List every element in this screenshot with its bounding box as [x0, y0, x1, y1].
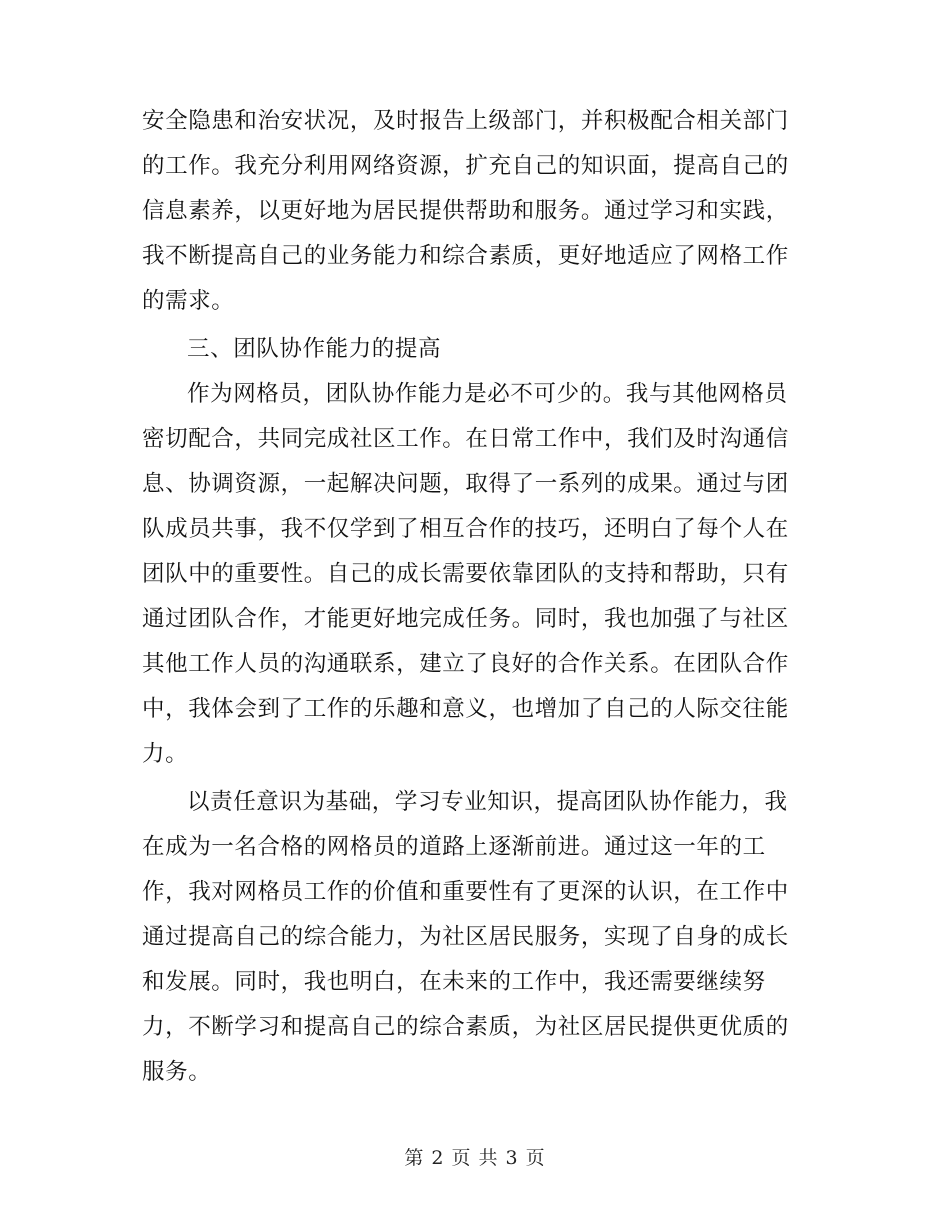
body-text-line: 力，不断学习和提高自己的综合素质，为社区居民提供更优质的: [142, 1014, 789, 1040]
body-text-line: 和发展。同时，我也明白，在未来的工作中，我还需要继续努: [142, 969, 766, 995]
body-text-line: 作，我对网格员工作的价值和重要性有了更深的认识，在工作中: [142, 879, 789, 905]
body-text-line: 团队中的重要性。自己的成长需要依靠团队的支持和帮助，只有: [142, 561, 789, 587]
page-number-footer: 第 2 页 共 3 页: [404, 1147, 546, 1169]
body-text-line: 队成员共事，我不仅学到了相互合作的技巧，还明白了每个人在: [142, 516, 789, 542]
body-text-line: 作为网格员，团队协作能力是必不可少的。我与其他网格员: [187, 381, 788, 407]
body-text-line: 的需求。: [142, 288, 235, 314]
body-text-line: 通过提高自己的综合能力，为社区居民服务，实现了自身的成长: [142, 924, 789, 950]
body-text-line: 服务。: [142, 1059, 212, 1085]
body-text-line: 安全隐患和治安状况，及时报告上级部门，并积极配合相关部门: [142, 108, 789, 134]
body-text-line: 其他工作人员的沟通联系，建立了良好的合作关系。在团队合作: [142, 651, 789, 677]
section-heading: 三、团队协作能力的提高: [187, 336, 442, 362]
body-text-line: 信息素养，以更好地为居民提供帮助和服务。通过学习和实践，: [142, 198, 789, 224]
body-text-line: 中，我体会到了工作的乐趣和意义，也增加了自己的人际交往能: [142, 696, 789, 722]
body-text-line: 密切配合，共同完成社区工作。在日常工作中，我们及时沟通信: [142, 426, 789, 452]
body-text-line: 我不断提高自己的业务能力和综合素质，更好地适应了网格工作: [142, 243, 789, 269]
body-text-line: 力。: [142, 741, 189, 767]
body-text-line: 通过团队合作，才能更好地完成任务。同时，我也加强了与社区: [142, 606, 789, 632]
body-text-line: 在成为一名合格的网格员的道路上逐渐前进。通过这一年的工: [142, 834, 766, 860]
body-text-line: 的工作。我充分利用网络资源，扩充自己的知识面，提高自己的: [142, 153, 789, 179]
body-text-line: 以责任意识为基础，学习专业知识，提高团队协作能力，我: [187, 789, 788, 815]
body-text-line: 息、协调资源，一起解决问题，取得了一系列的成果。通过与团: [142, 471, 789, 497]
